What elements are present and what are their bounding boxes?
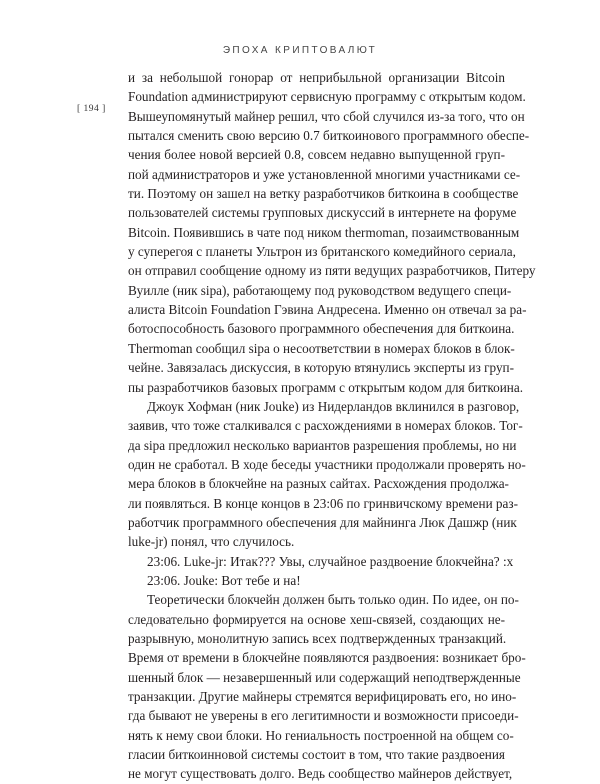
text-line: Bitcoin. Появившись в чате под ником thermoman, позаимствованным [128, 224, 520, 240]
text-line: мера блоков в блокчейне на разных сайтах. Расхождения продолжа- [128, 476, 509, 492]
text-line: заявив, что тоже сталкивался с расхождениями в номерах блоков. Тог- [128, 418, 523, 434]
text-line: не могут существовать долго. Ведь сообщество майнеров действует, [128, 766, 513, 782]
text-line: следовательно формируется на основе хеш-связей, создающих не- [128, 611, 505, 627]
text-line: транзакции. Другие майнеры стремятся верифицировать его, но ино- [128, 689, 517, 704]
text-line: один не сработал. В ходе беседы участники продолжали проверять но- [128, 456, 526, 472]
text-line: пользователей системы групповых дискуссий в интернете на форуме [128, 205, 517, 221]
text-line: он отправил сообщение одному из пяти ведущих разработчиков, Питеру [128, 263, 536, 279]
text-line: и за небольшой гонорар от неприбыльной организации Bitcoin [128, 70, 505, 85]
text-line: ботоспособность базового программного обеспечения для биткоина. [128, 321, 515, 337]
text-line: пытался сменить свою версию 0.7 биткоинового программного обеспе- [128, 128, 530, 144]
text-line: ли появляться. В конце концов в 23:06 по гринвичскому времени раз- [128, 495, 518, 511]
body-text [128, 68, 536, 784]
text-line: 23:06. Jouke: Вот тебе и на! [147, 572, 301, 588]
text-line: чейне. Завязалась дискуссия, в которую втянулись эксперты из груп- [128, 360, 514, 376]
text-line: Thermoman сообщил sipa о несоответствии в номерах блоков в блок- [128, 340, 515, 356]
text-line: Foundation администрируют сервисную программу с открытым кодом. [128, 89, 526, 105]
text-line: гда бывают не уверены в его легитимности и возможности присоеди- [128, 708, 519, 724]
text-line: Время от времени в блокчейне появляются раздвоения: возникает бро- [128, 650, 526, 666]
text-line: Вышеупомянутый майнер решил, что сбой случился из-за того, что он [128, 108, 525, 124]
text-line: Джоук Хофман (ник Jouke) из Нидерландов вклинился в разговор, [147, 398, 520, 414]
text-line: пой администраторов и уже установленной многими участниками се- [128, 166, 521, 182]
page-number: [ 194 ] [77, 104, 106, 114]
text-line: работчик программного обеспечения для майнинга Люк Дашжр (ник [128, 514, 517, 530]
text-line: разрывную, монолитную запись всех подтвержденных транзакций. [128, 630, 507, 646]
text-line: у суперегоя с планеты Ультрон из британского комедийного сериала, [128, 244, 516, 260]
text-line: гласии биткоинновой системы состоит в том, что такие раздвоения [128, 747, 505, 763]
text-line: нять к нему свои блоки. Но гениальность построенной на общем со- [128, 727, 514, 743]
text-line: чения более новой версией 0.8, совсем недавно выпущенной груп- [128, 147, 505, 163]
text-line: шенный блок — незавершенный или содержащий неподтвержденные [128, 669, 521, 685]
text-line: luke-jr) понял, что случилось. [128, 534, 295, 550]
text-line: алиста Bitcoin Foundation Гэвина Андресена. Именно он отвечал за ра- [128, 302, 527, 318]
text-line: Теоретически блокчейн должен быть только один. По идее, он по- [147, 592, 519, 608]
text-line: да sipa предложил несколько вариантов разрешения проблемы, но ни [128, 437, 517, 453]
running-head: ЭПОХА КРИПТОВАЛЮТ [222, 45, 378, 56]
text-line: 23:06. Luke-jr: Итак??? Увы, случайное раздвоение блокчейна? :x [147, 553, 514, 569]
text-line: Вуилле (ник sipa), работающему под руководством ведущего специ- [128, 282, 512, 298]
text-line: ти. Поэтому он зашел на ветку разработчиков биткоина в сообществе [128, 186, 519, 202]
text-line: пы разработчиков базовых программ с открытым кодом для биткоина. [128, 379, 523, 395]
